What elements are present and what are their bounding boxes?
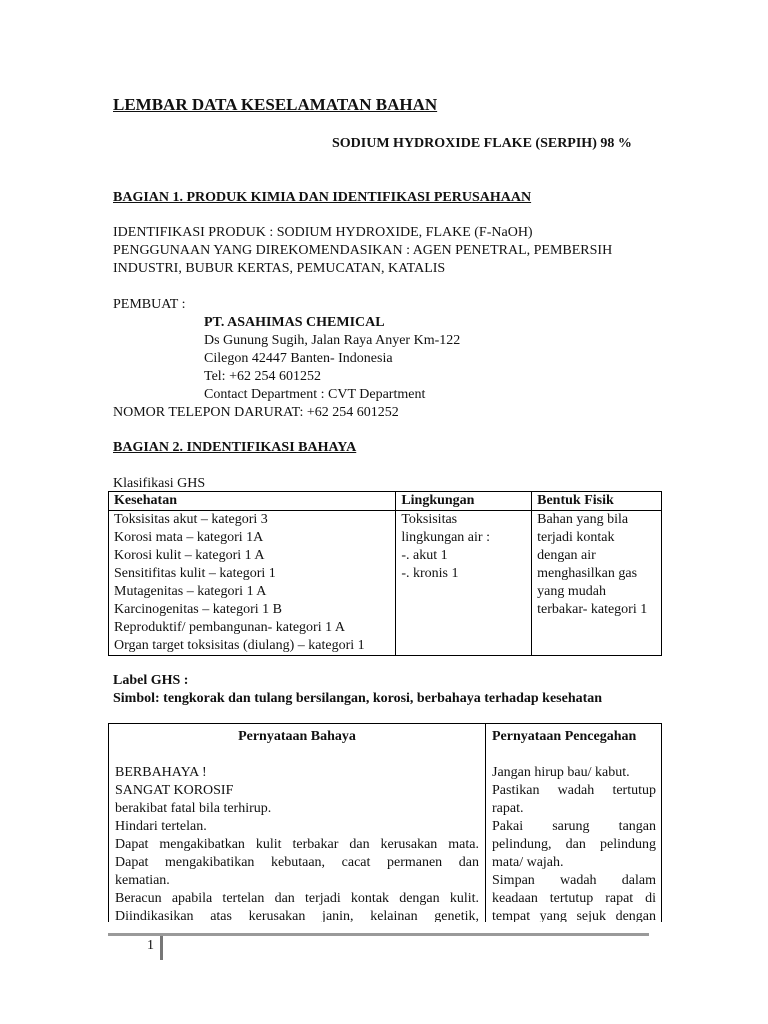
product-identification: IDENTIFIKASI PRODUK : SODIUM HYDROXIDE, FLAKE (F-NaOH) — [113, 225, 533, 240]
health-item: Korosi kulit – kategori 1 A — [114, 548, 265, 563]
header-health: Kesehatan — [109, 492, 396, 511]
precaution-line: pelindung, dan pelindung — [492, 837, 656, 852]
table-header-row — [109, 492, 662, 511]
company-contact: Contact Department : CVT Department — [204, 387, 426, 402]
health-item: Reproduktif/ pembangunan- kategori 1 A — [114, 620, 345, 635]
health-item: Organ target toksisitas (diulang) – kategori 1 — [114, 638, 365, 653]
company-address-2: Cilegon 42447 Banten- Indonesia — [204, 351, 393, 366]
precaution-statements-header: Pernyataan Pencegahan — [492, 729, 637, 744]
hazard-line: Beracun apabila tertelan dan terjadi kontak dengan kulit. — [115, 891, 479, 906]
precaution-line: Pakai sarung tangan — [492, 819, 656, 834]
environment-cell — [396, 511, 532, 656]
hazard-line: berakibat fatal bila terhirup. — [115, 801, 272, 816]
table-row — [109, 511, 662, 656]
hazard-statements-table — [108, 723, 662, 922]
hazard-statements-header: Pernyataan Bahaya — [238, 729, 356, 744]
precaution-line: keadaan tertutup rapat di — [492, 891, 656, 906]
health-cell — [109, 511, 396, 656]
page-number-divider — [160, 936, 163, 960]
hazard-line: Dapat mengakibatikan kebutaan, cacat permanen dan — [115, 855, 479, 870]
header-physical: Bentuk Fisik — [532, 492, 662, 511]
page-number: 1 — [147, 938, 154, 953]
health-item: Toksisitas akut – kategori 3 — [114, 512, 268, 527]
product-subtitle: SODIUM HYDROXIDE FLAKE (SERPIH) 98 % — [332, 136, 632, 151]
precaution-line: Simpan wadah dalam — [492, 873, 656, 888]
environment-item: lingkungan air : — [401, 530, 490, 545]
ghs-classification-label: Klasifikasi GHS — [113, 476, 206, 491]
section-1-heading: BAGIAN 1. PRODUK KIMIA DAN IDENTIFIKASI PERUSAHAAN — [113, 190, 532, 205]
recommended-usage-line-2: INDUSTRI, BUBUR KERTAS, PEMUCATAN, KATALIS — [113, 261, 446, 276]
hazard-line: Dapat mengakibatkan kulit terbakar dan kerusakan mata. — [115, 837, 479, 852]
hazard-line: Diindikasikan atas kerusakan janin, kelainan genetik, — [115, 909, 479, 922]
hazard-statements-column — [109, 724, 486, 922]
ghs-symbol-description: Simbol: tengkorak dan tulang bersilangan, korosi, berbahaya terhadap kesehatan — [113, 691, 603, 706]
hazard-line: BERBAHAYA ! — [115, 765, 207, 780]
precaution-line: Pastikan wadah tertutup — [492, 783, 656, 798]
company-address-1: Ds Gunung Sugih, Jalan Raya Anyer Km-122 — [204, 333, 461, 348]
health-item: Korosi mata – kategori 1A — [114, 530, 264, 545]
precaution-line: mata/ wajah. — [492, 855, 564, 870]
precaution-line: tempat yang sejuk dengan — [492, 909, 656, 922]
health-item: Mutagenitas – kategori 1 A — [114, 584, 267, 599]
physical-cell: Bahan yang bila terjadi kontak dengan air menghasilkan gas yang mudah terbakar- kategori 1 — [532, 511, 662, 656]
ghs-label-title: Label GHS : — [113, 673, 189, 688]
company-telephone: Tel: +62 254 601252 — [204, 369, 321, 384]
document-title: LEMBAR DATA KESELAMATAN BAHAN — [113, 95, 438, 114]
health-item: Sensitifitas kulit – kategori 1 — [114, 566, 276, 581]
hazard-line: Hindari tertelan. — [115, 819, 207, 834]
health-item: Karcinogenitas – kategori 1 B — [114, 602, 282, 617]
precaution-statements-column — [486, 724, 662, 922]
precaution-line: rapat. — [492, 801, 524, 816]
section-2-heading: BAGIAN 2. INDENTIFIKASI BAHAYA — [113, 440, 357, 455]
environment-item: -. akut 1 — [401, 548, 448, 563]
maker-label: PEMBUAT : — [113, 297, 186, 312]
environment-item: -. kronis 1 — [401, 566, 459, 581]
company-name: PT. ASAHIMAS CHEMICAL — [204, 315, 385, 330]
ghs-classification-table — [108, 491, 662, 656]
environment-item: Toksisitas — [401, 512, 458, 527]
recommended-usage-line-1: PENGGUNAAN YANG DIREKOMENDASIKAN : AGEN PENETRAL, PEMBERSIH — [113, 243, 613, 258]
footer-rule — [108, 933, 649, 936]
precaution-line: Jangan hirup bau/ kabut. — [492, 765, 630, 780]
hazard-line: SANGAT KOROSIF — [115, 783, 234, 798]
hazard-line: kematian. — [115, 873, 170, 888]
header-environment: Lingkungan — [396, 492, 532, 511]
emergency-phone: NOMOR TELEPON DARURAT: +62 254 601252 — [113, 405, 399, 420]
